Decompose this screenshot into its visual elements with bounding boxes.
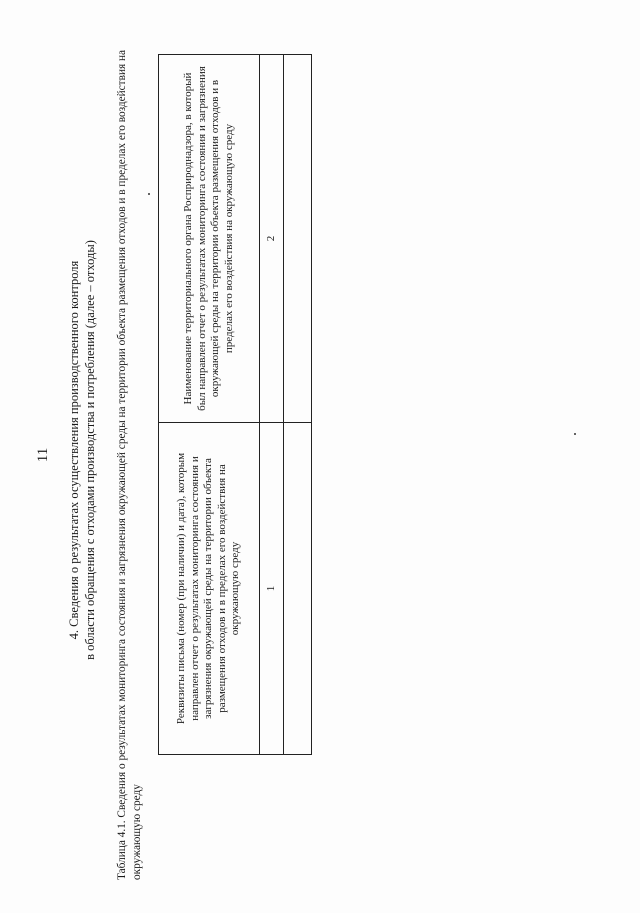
column-number-row — [260, 55, 284, 755]
scan-speck — [574, 433, 576, 435]
table-cell — [284, 55, 312, 423]
table-header-row — [159, 55, 260, 755]
header-cell-authority-name: Наименование территориального органа Росприроднадзора, в который был направлен отчет о результатах мониторинга состояния и загрязнения окружающей среды на территории объекта размещения отходов и в пределах его воздействия на окружающую среду — [159, 55, 260, 423]
table-row — [284, 55, 312, 755]
header-cell-letter-details: Реквизиты письма (номер (при наличии) и дата), которым направлен отчет о результатах мониторинга состояния и загрязнения окружающей среды на территории объекта размещения отходов и в пределах его воздействия на окружающую среду — [159, 423, 260, 755]
table-caption: Таблица 4.1. Сведения о результатах мониторинга состояния и загрязнения окружающей среды на территории объекта размещения отходов и в пределах его воздействия на окружающую среду — [116, 49, 143, 880]
section-title-line-2: в области обращения с отходами производства и потребления (далее – отходы) — [83, 240, 97, 660]
column-number-1: 1 — [260, 423, 284, 755]
section-title — [66, 150, 98, 750]
monitoring-results-table — [158, 54, 312, 755]
section-title-line-1: 4. Сведения о результатах осуществления производственного контроля — [67, 260, 81, 640]
scan-speck — [148, 193, 150, 195]
column-number-2: 2 — [260, 55, 284, 423]
page-number: 11 — [35, 447, 51, 463]
table-cell — [284, 423, 312, 755]
